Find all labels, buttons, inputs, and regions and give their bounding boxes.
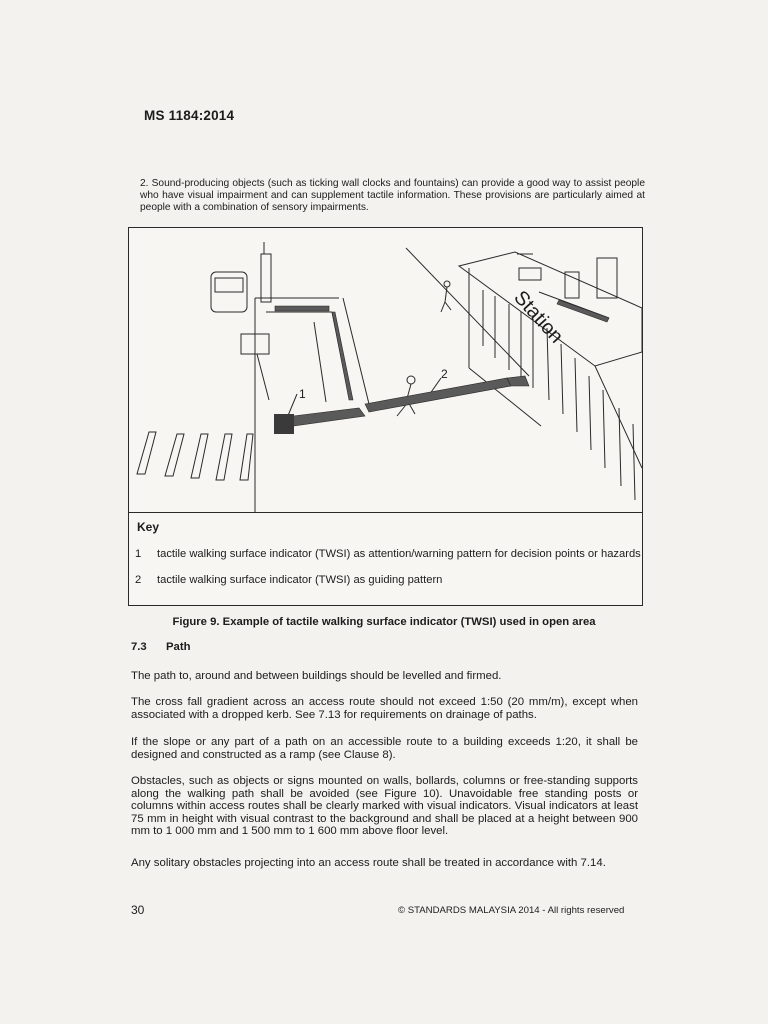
paragraph: The path to, around and between buildings should be levelled and firmed. [131,670,502,682]
tactile-indicator-illustration [129,228,642,512]
figure-9 [128,227,643,606]
paragraph: Obstacles, such as objects or signs mounted on walls, bollards, columns or free-standing supports along the walking path shall be avoided (see Figure 10). Unavoidable free standing posts or columns within access routes shall be clearly marked with visual indicators. Visual indicators at least 75 mm in height with visual contrast to the background and shall be placed at a height between 900 mm to 1 000 mm and 1 500 mm to 1 600 mm above floor level. [131,775,638,838]
page-number: 30 [131,903,145,917]
copyright-notice: © STANDARDS MALAYSIA 2014 - All rights reserved [398,905,625,916]
intro-note: 2. Sound-producing objects (such as ticking wall clocks and fountains) can provide a good way to assist people who have visual impairment and can supplement tactile information. These provisions are particularly aimed at people with a combination of sensory impairments. [140,178,645,213]
key-number: 2 [135,574,142,586]
callout-2: 2 [441,367,448,381]
station-sign: Station [509,286,568,348]
key-number: 1 [135,548,142,560]
key-title: Key [137,520,160,534]
paragraph: The cross fall gradient across an access route should not exceed 1:50 (20 mm/m), except when associated with a dropped kerb. See 7.13 for requirements on drainage of paths. [131,696,638,721]
paragraph: Any solitary obstacles projecting into an access route shall be treated in accordance with 7.14. [131,857,606,869]
callout-1: 1 [299,387,306,401]
section-number: 7.3 [131,641,147,653]
section-title: Path [166,641,191,653]
key-text: tactile walking surface indicator (TWSI) as guiding pattern [157,574,443,586]
paragraph: If the slope or any part of a path on an accessible route to a building exceeds 1:20, it shall be designed and constructed as a ramp (see Clause 8). [131,736,638,761]
document-id: MS 1184:2014 [144,108,235,123]
key-divider [129,512,642,513]
figure-caption: Figure 9. Example of tactile walking surface indicator (TWSI) used in open area [172,616,596,628]
key-text: tactile walking surface indicator (TWSI) as attention/warning pattern for decision points or hazards [157,548,641,560]
